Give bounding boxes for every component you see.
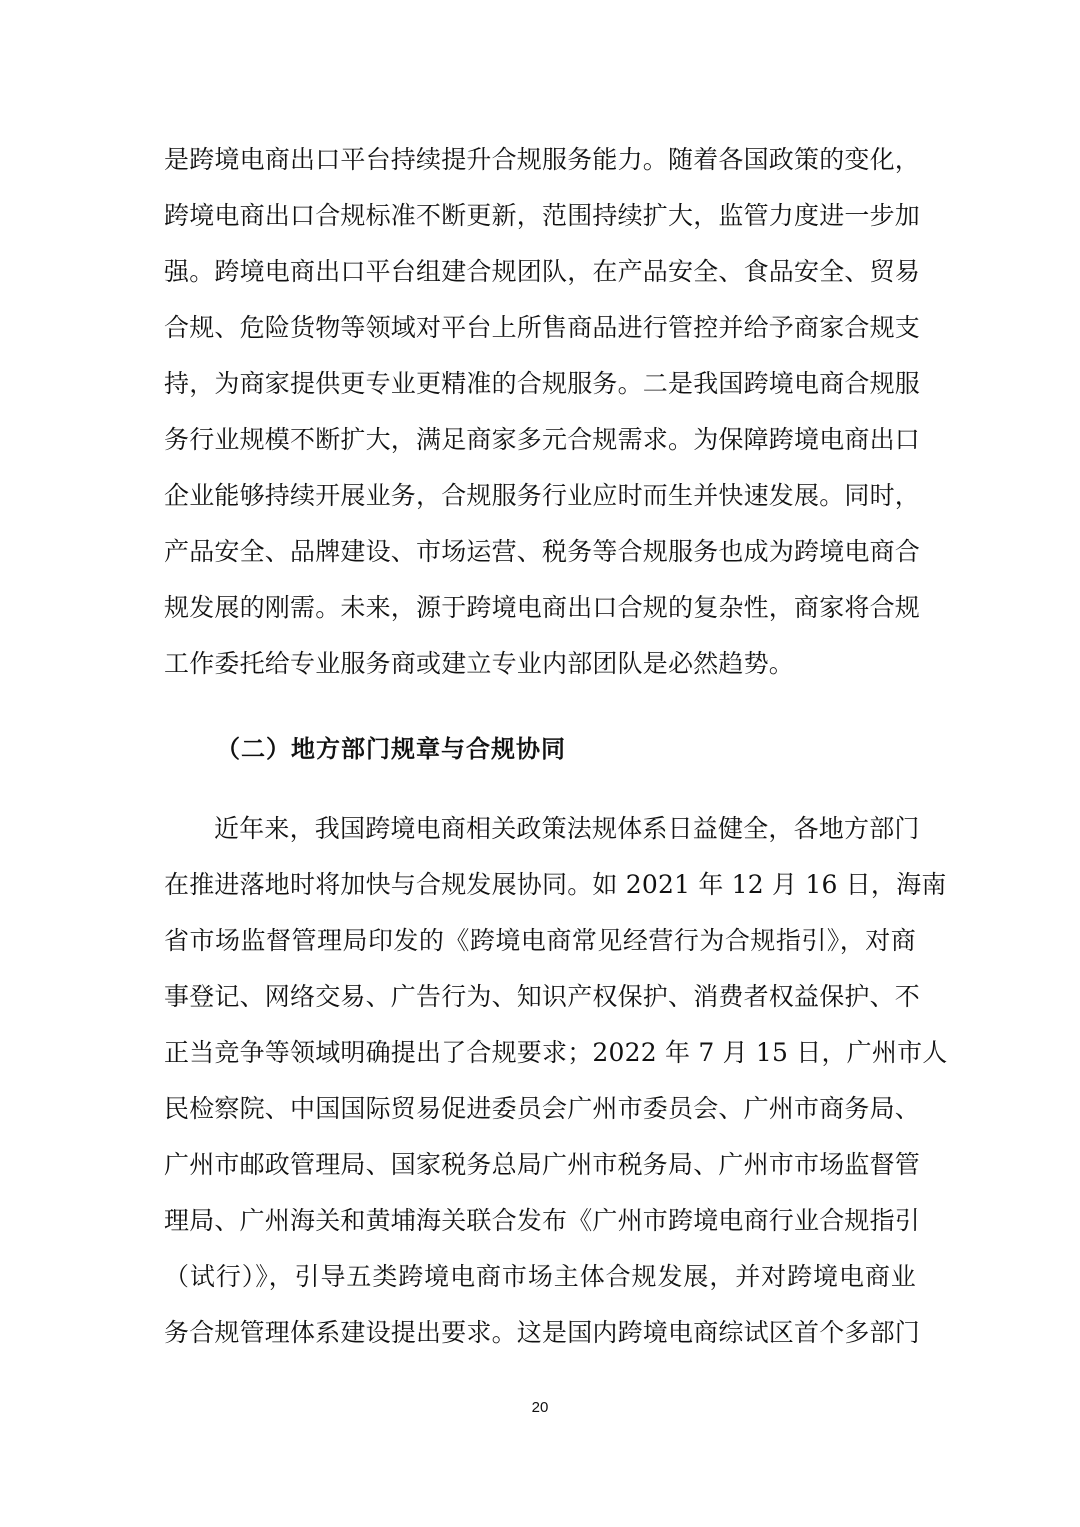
paragraph-2-line: （试行）》，引导五类跨境电商市场主体合规发展，并对跨境电商业 — [164, 1262, 916, 1291]
page-number: 20 — [531, 1399, 549, 1416]
paragraph-2-line: 近年来，我国跨境电商相关政策法规体系日益健全，各地方部门 — [214, 814, 920, 843]
paragraph-2-line: 正当竞争等领域明确提出了合规要求；2022 年 7 月 15 日，广州市人 — [164, 1038, 948, 1067]
paragraph-2-line: 民检察院、中国国际贸易促进委员会广州市委员会、广州市商务局、 — [164, 1094, 921, 1123]
paragraph-1-line: 务行业规模不断扩大，满足商家多元合规需求。为保障跨境电商出口 — [164, 425, 921, 454]
section-heading: （二）地方部门规章与合规协同 — [216, 735, 566, 763]
paragraph-2-line: 广州市邮政管理局、国家税务总局广州市税务局、广州市市场监督管 — [164, 1150, 921, 1179]
paragraph-1-line: 跨境电商出口合规标准不断更新，范围持续扩大，监管力度进一步加 — [164, 201, 921, 230]
paragraph-1-line: 是跨境电商出口平台持续提升合规服务能力。随着各国政策的变化， — [164, 145, 921, 174]
paragraph-1-line: 工作委托给专业服务商或建立专业内部团队是必然趋势。 — [164, 649, 795, 678]
paragraph-1-line: 持，为商家提供更专业更精准的合规服务。二是我国跨境电商合规服 — [164, 369, 921, 398]
paragraph-2-line: 事登记、网络交易、广告行为、知识产权保护、消费者权益保护、不 — [164, 982, 921, 1011]
paragraph-2-line: 省市场监督管理局印发的《跨境电商常见经营行为合规指引》，对商 — [164, 926, 916, 955]
paragraph-2-line: 务合规管理体系建设提出要求。这是国内跨境电商综试区首个多部门 — [164, 1318, 921, 1347]
paragraph-1-line: 强。跨境电商出口平台组建合规团队，在产品安全、食品安全、贸易 — [164, 257, 921, 286]
paragraph-1-line: 企业能够持续开展业务，合规服务行业应时而生并快速发展。同时， — [164, 481, 921, 510]
paragraph-2-line: 在推进落地时将加快与合规发展协同。如 2021 年 12 月 16 日，海南 — [164, 870, 947, 899]
paragraph-2-line: 理局、广州海关和黄埔海关联合发布《广州市跨境电商行业合规指引 — [164, 1206, 921, 1235]
paragraph-1-line: 规发展的刚需。未来，源于跨境电商出口合规的复杂性，商家将合规 — [164, 593, 921, 622]
paragraph-1-line: 产品安全、品牌建设、市场运营、税务等合规服务也成为跨境电商合 — [164, 537, 921, 566]
paragraph-1-line: 合规、危险货物等领域对平台上所售商品进行管控并给予商家合规支 — [164, 313, 921, 342]
